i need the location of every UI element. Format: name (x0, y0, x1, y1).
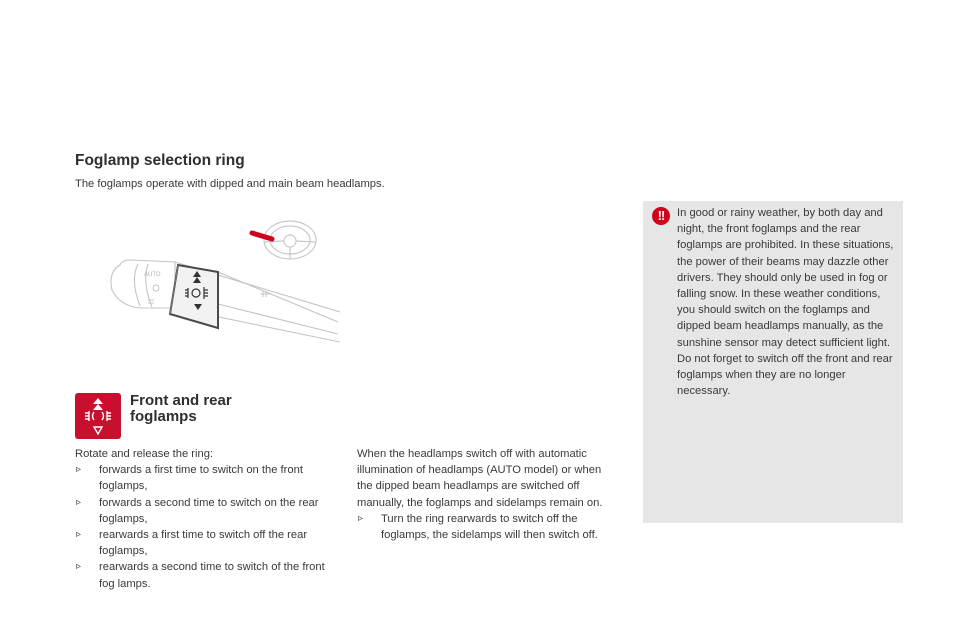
auto-label: AUTO (144, 272, 161, 278)
foglamp-ring-badge (75, 393, 121, 439)
column2-paragraph: When the headlamps switch off with automatic illumination of headlamps (AUTO model) or when the dipped beam headlamps are switched off manually, the foglamps and sidelamps remain on. (357, 448, 603, 509)
warning-text: In good or rainy weather, by both day and night, the front foglamps and the rear foglamps are prohibited. In these situations, the power of their beams may dazzle other drivers. They should only be used in fog or falling snow. In these weather conditions, you should switch on the foglamps and dipped beam headlamps manually, as the sunshine sensor may detect sufficient light. Do not forget to switch off the front and rear foglamps when they are no longer necessary. (677, 207, 894, 398)
column1-lead: Rotate and release the ring: (75, 448, 214, 460)
list-item-text: rearwards a second time to switch of the front fog lamps. (99, 561, 325, 590)
column2-bullet-list (357, 511, 619, 543)
bullet-arrow-icon: ▹ (76, 561, 82, 573)
list-item (75, 462, 335, 494)
subsection-heading: Front and rear foglamps (130, 392, 232, 425)
stalk-indicator-icon (252, 233, 272, 239)
bullet-arrow-icon: ▹ (358, 512, 364, 524)
warning-box (643, 201, 903, 523)
column1-bullet-list (75, 462, 335, 592)
list-item (75, 527, 335, 559)
list-item (75, 559, 335, 591)
bullet-arrow-icon: ▹ (76, 496, 82, 508)
list-item (357, 511, 619, 543)
section-intro: The foglamps operate with dipped and main beam headlamps. (75, 178, 385, 190)
list-item-text: rearwards a first time to switch off the rear foglamps, (99, 529, 308, 558)
instructions-column-1 (75, 446, 335, 592)
bullet-arrow-icon: ▹ (76, 529, 82, 541)
list-item-text: forwards a second time to switch on the rear foglamps, (99, 496, 319, 525)
list-item-text: Turn the ring rearwards to switch off the foglamps, the sidelamps will then switch off. (381, 512, 598, 542)
foglamp-icon (75, 393, 121, 439)
instructions-column-2 (357, 446, 619, 543)
foglamp-stalk-illustration (100, 210, 340, 350)
list-item (75, 495, 335, 527)
section-heading: Foglamp selection ring (75, 152, 245, 169)
list-item-text: forwards a first time to switch on the front foglamps, (99, 464, 303, 493)
bullet-arrow-icon: ▹ (76, 464, 82, 476)
warning-exclamation-icon: !! (652, 207, 670, 225)
